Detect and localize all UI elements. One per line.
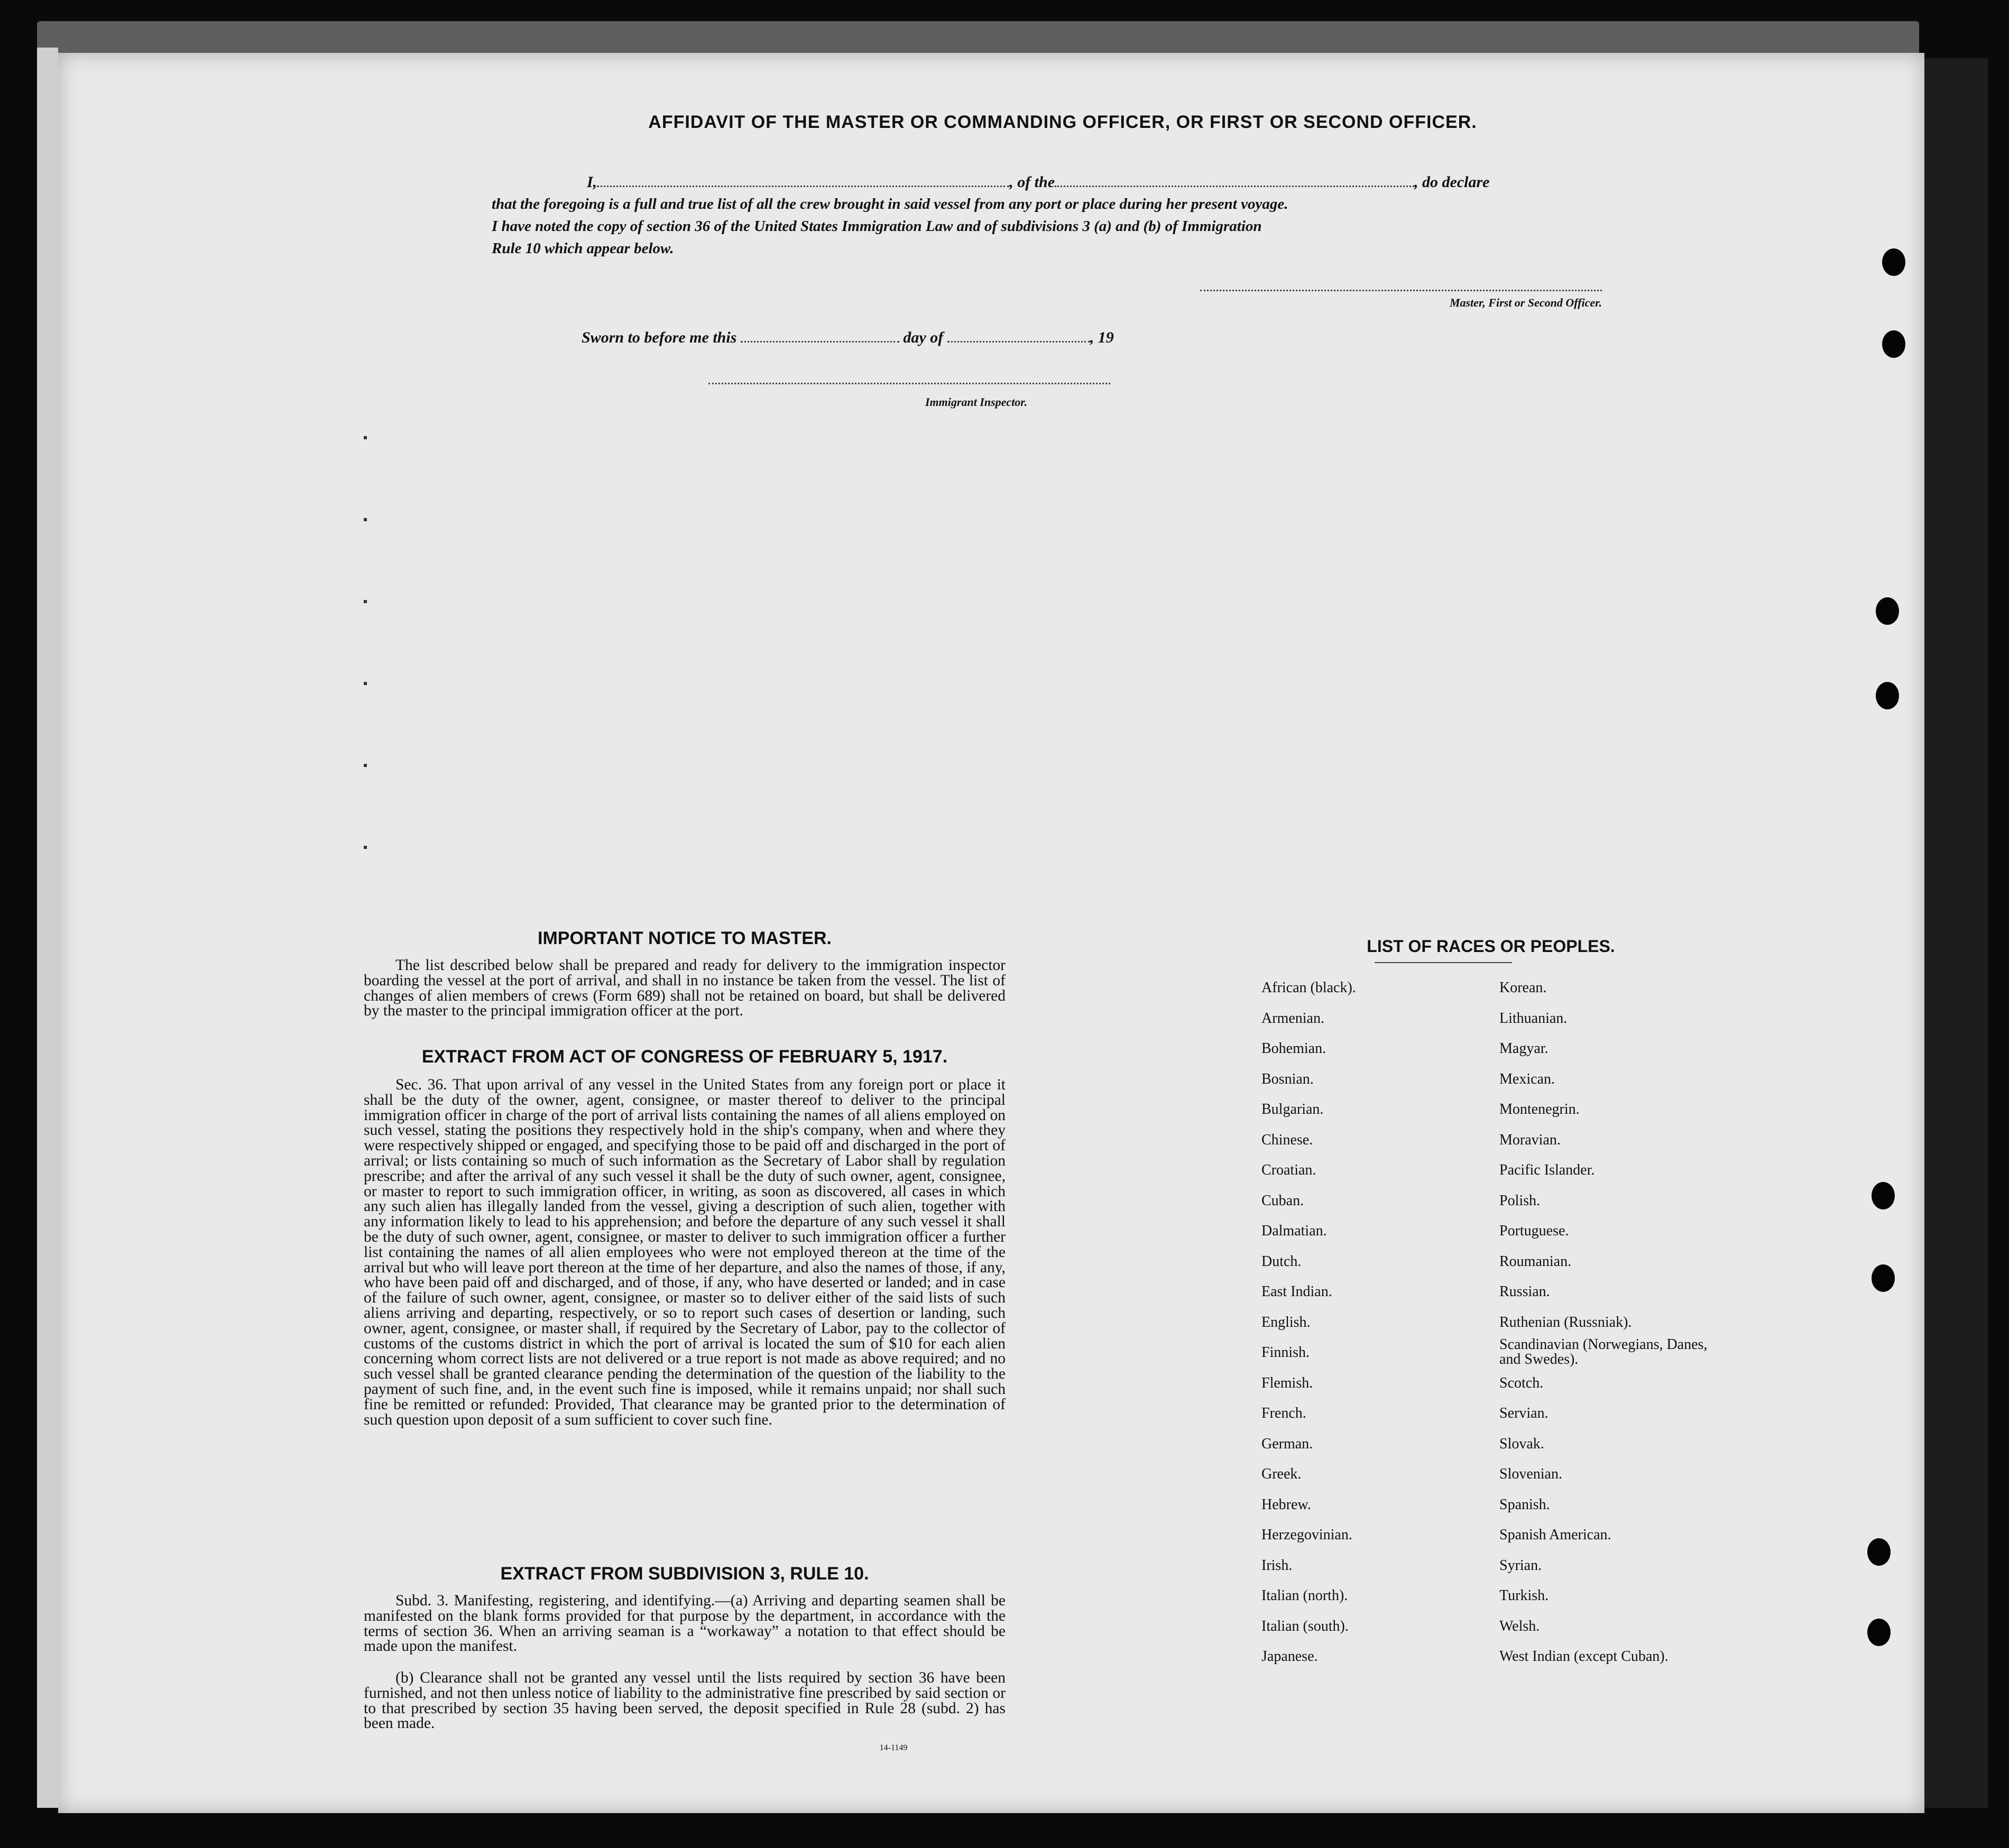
month-blank[interactable] bbox=[947, 341, 1090, 343]
margin-mark bbox=[364, 600, 367, 603]
affidavit-line-1 bbox=[587, 173, 1623, 191]
race-item: Pacific Islander. bbox=[1499, 1162, 1595, 1178]
notice-title: IMPORTANT NOTICE TO MASTER. bbox=[538, 928, 832, 948]
race-item: Italian (north). bbox=[1261, 1587, 1348, 1604]
race-item: Spanish American. bbox=[1499, 1527, 1611, 1543]
sworn-line bbox=[582, 329, 1322, 347]
binder-edge bbox=[1924, 58, 1988, 1808]
binder-hole bbox=[1867, 1619, 1891, 1646]
races-title-rule bbox=[1375, 962, 1512, 963]
race-item: West Indian (except Cuban). bbox=[1499, 1648, 1669, 1665]
race-item: Slovenian. bbox=[1499, 1466, 1562, 1482]
race-item: Magyar. bbox=[1499, 1040, 1549, 1057]
affidavit-line-3: I have noted the copy of section 36 of the United States Immigration Law and of subdivisions 3 (a) and (b) of Immigration bbox=[492, 218, 1262, 235]
form-code: 14-1149 bbox=[879, 1743, 908, 1752]
inspector-caption: Immigrant Inspector. bbox=[925, 395, 1028, 409]
margin-mark bbox=[364, 682, 367, 685]
race-item: Montenegrin. bbox=[1499, 1101, 1580, 1117]
race-item: Bulgarian. bbox=[1261, 1101, 1324, 1117]
day-of-label: day of bbox=[903, 329, 944, 346]
name-blank[interactable] bbox=[597, 186, 1009, 187]
race-item: Lithuanian. bbox=[1499, 1010, 1568, 1027]
affidavit-line-2: that the foregoing is a full and true list of all the crew brought in said vessel from any port or place during her present voyage. bbox=[492, 196, 1288, 212]
act-extract-text: Sec. 36. That upon arrival of any vessel in the United States from any foreign port or place it shall be the duty of the owner, agent, consignee, or master thereof to deliver to the principal immigration officer in charge of the port of arrival lists containing the names of all aliens employed on such vessel, stating the positions they respectively hold in the ship's company, when and where they were respectively shipped or engaged, and specifying those to be paid off and discharged in the port of arrival; or lists containing so much of such information as the Secretary of Labor shall by regulation prescribe; and after the arrival of any such vessel it shall be the duty of such owner, agent, consignee, or master to report to such immigration officer, in writing, as soon as discovered, all cases in which any such alien has illegally landed from the vessel, giving a description of such alien, together with any information likely to lead to his apprehension; and before the departure of any such vessel it shall be the duty of such owner, agent, consignee, or master to deliver to such immigration officer a further list containing the names of all alien employees who were not employed thereon at the time of the arrival but who will leave port thereon at the time of her departure, and also the names of those, if any, who have been paid off and discharged, and of those, if any, who have deserted or landed; and in case of the failure of such owner, agent, consignee, or master so to deliver either of the said lists of such aliens arriving and departing, respectively, or so to report such cases of desertion or landing, such owner, agent, consignee, or master shall, if required by the Secretary of Labor, pay to the collector of customs of the customs district in which the port of arrival is located the sum of $10 for each alien concerning whom correct lists are not delivered or a true report is not made as above required; and no such vessel shall be granted clearance pending the determination of the question of the liability to the payment of such fine, and, in the event such fine is imposed, while it remains unpaid; nor shall such fine be remitted or refunded: Provided, That clearance may be granted prior to the determination of such question upon deposit of a sum sufficient to cover such fine. bbox=[364, 1076, 1006, 1428]
race-item: Cuban. bbox=[1261, 1192, 1304, 1209]
race-item: Mexican. bbox=[1499, 1070, 1555, 1087]
race-item: French. bbox=[1261, 1405, 1306, 1421]
rule-extract-title: EXTRACT FROM SUBDIVISION 3, RULE 10. bbox=[500, 1564, 869, 1584]
race-item: Polish. bbox=[1499, 1192, 1541, 1209]
race-item: Scandinavian (Norwegians, Danes, and Swedes). bbox=[1499, 1336, 1708, 1367]
race-item: Dutch. bbox=[1261, 1253, 1302, 1270]
race-item: English. bbox=[1261, 1314, 1311, 1330]
of-the-label: , of the bbox=[1009, 173, 1055, 191]
race-item: Japanese. bbox=[1261, 1648, 1318, 1665]
race-item: Herzegovinian. bbox=[1261, 1527, 1352, 1543]
race-item: Russian. bbox=[1499, 1283, 1550, 1300]
binder-hole bbox=[1876, 682, 1899, 709]
i-label: I, bbox=[587, 173, 597, 191]
inspector-signature-line[interactable] bbox=[708, 383, 1110, 384]
binder-hole bbox=[1882, 248, 1905, 276]
binder-hole bbox=[1872, 1182, 1895, 1209]
binder-hole bbox=[1872, 1264, 1895, 1292]
signature-caption: Master, First or Second Officer. bbox=[1449, 296, 1602, 309]
race-item: Flemish. bbox=[1261, 1374, 1313, 1391]
race-item: Croatian. bbox=[1261, 1162, 1316, 1178]
race-item: Chinese. bbox=[1261, 1131, 1313, 1148]
margin-mark bbox=[364, 846, 367, 849]
margin-mark bbox=[364, 518, 367, 521]
race-item: Welsh. bbox=[1499, 1618, 1540, 1634]
race-item: African (black). bbox=[1261, 980, 1356, 996]
race-item: Italian (south). bbox=[1261, 1618, 1349, 1634]
affidavit-line-4: Rule 10 which appear below. bbox=[492, 240, 674, 257]
year-prefix: , 19 bbox=[1090, 329, 1114, 346]
form-page bbox=[58, 53, 1924, 1813]
day-blank[interactable] bbox=[741, 341, 899, 343]
race-item: Dalmatian. bbox=[1261, 1223, 1327, 1239]
races-title: LIST OF RACES OR PEOPLES. bbox=[1367, 937, 1615, 956]
vessel-blank[interactable] bbox=[1055, 186, 1414, 187]
rule-extract-text-b: (b) Clearance shall not be granted any vessel until the lists required by section 36 have been furnished, and not then unless notice of liability to the administrative fine prescribed by said section or to that prescribed by section 35 having been served, the deposit specified in Rule 28 (subd. 2) has been made. bbox=[364, 1669, 1006, 1732]
margin-mark bbox=[364, 436, 367, 439]
binder-hole bbox=[1867, 1538, 1891, 1566]
race-item: Spanish. bbox=[1499, 1496, 1550, 1513]
race-item: Irish. bbox=[1261, 1557, 1293, 1574]
race-item: German. bbox=[1261, 1435, 1313, 1452]
race-item: Finnish. bbox=[1261, 1344, 1310, 1361]
race-item: Roumanian. bbox=[1499, 1253, 1572, 1270]
races-right-column bbox=[1499, 973, 1743, 1672]
race-item: Syrian. bbox=[1499, 1557, 1542, 1574]
binder-hole bbox=[1882, 330, 1905, 358]
rule-extract-text-a: Subd. 3. Manifesting, registering, and identifying.—(a) Arriving and departing seamen shall be manifested on the blank forms provided for that purpose by the department, in accordance with the terms of section 36. When an arriving seaman is a “workaway” a notation to that effect should be made upon the manifest. bbox=[364, 1592, 1006, 1655]
race-item: Turkish. bbox=[1499, 1587, 1549, 1604]
race-item: East Indian. bbox=[1261, 1283, 1332, 1300]
races-left-column bbox=[1261, 973, 1473, 1672]
race-item: Portuguese. bbox=[1499, 1223, 1569, 1239]
page-edge bbox=[37, 48, 58, 1808]
race-item: Korean. bbox=[1499, 980, 1547, 996]
race-item: Ruthenian (Russniak). bbox=[1499, 1314, 1632, 1330]
signature-line[interactable] bbox=[1200, 290, 1602, 291]
affidavit-title: AFFIDAVIT OF THE MASTER OR COMMANDING OFFICER, OR FIRST OR SECOND OFFICER. bbox=[648, 112, 1477, 132]
race-item: Bohemian. bbox=[1261, 1040, 1326, 1057]
do-declare-label: , do declare bbox=[1414, 173, 1490, 191]
race-item: Moravian. bbox=[1499, 1131, 1561, 1148]
race-item: Hebrew. bbox=[1261, 1496, 1311, 1513]
race-item: Slovak. bbox=[1499, 1435, 1544, 1452]
sworn-label: Sworn to before me this bbox=[582, 329, 737, 346]
notice-text: The list described below shall be prepared and ready for delivery to the immigration inspector boarding the vessel at the port of arrival, and shall in no instance be taken from the vessel. The list of changes of alien members of crews (Form 689) shall not be retained on board, but shall be delivered by the master to the principal immigration officer at the port. bbox=[364, 957, 1006, 1020]
act-extract-title: EXTRACT FROM ACT OF CONGRESS OF FEBRUARY 5, 1917. bbox=[421, 1047, 948, 1067]
race-item: Bosnian. bbox=[1261, 1070, 1314, 1087]
binder-hole bbox=[1876, 597, 1899, 625]
race-item: Servian. bbox=[1499, 1405, 1549, 1421]
race-item: Armenian. bbox=[1261, 1010, 1324, 1027]
race-item: Greek. bbox=[1261, 1466, 1302, 1482]
margin-mark bbox=[364, 764, 367, 767]
race-item: Scotch. bbox=[1499, 1374, 1544, 1391]
